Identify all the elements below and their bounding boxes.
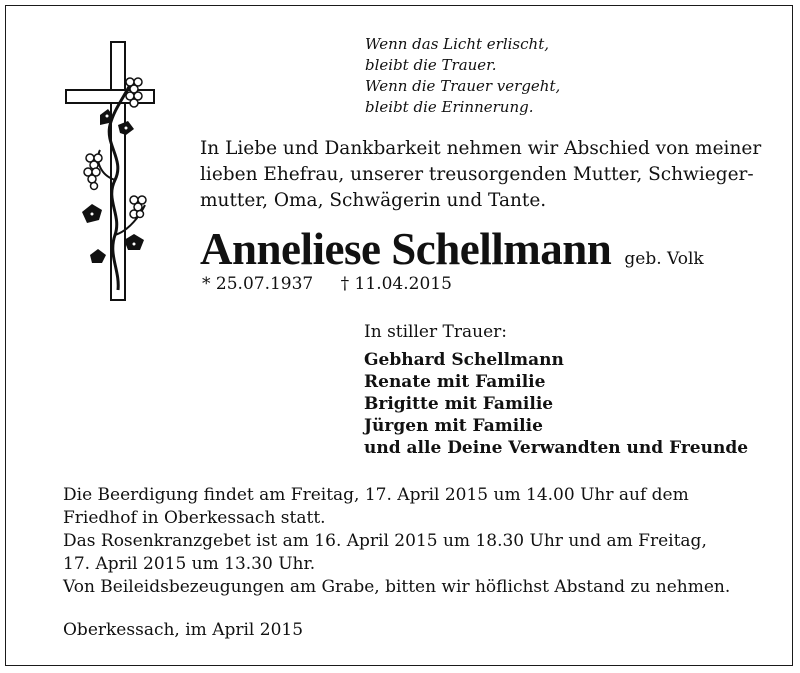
mourner-name: Renate mit Familie [364,372,546,392]
birth-date: * 25.07.1937 [202,274,314,294]
funeral-line: Friedhof in Oberkessach statt. [63,508,326,528]
mourner-name: und alle Deine Verwandten und Freunde [364,438,749,458]
poem-line: bleibt die Trauer. [365,56,497,74]
funeral-line: Die Beerdigung findet am Freitag, 17. April 2015 um 14.00 Uhr auf dem [63,485,689,505]
farewell-line: lieben Ehefrau, unserer treusorgenden Mutter, Schwieger- [200,164,754,185]
life-dates [202,274,452,294]
poem-line: bleibt die Erinnerung. [365,98,534,116]
funeral-line: Von Beileidsbezeugungen am Grabe, bitten wir höflichst Abstand zu nehmen. [63,577,731,597]
mourners-list [364,349,748,459]
place-and-date: Oberkessach, im April 2015 [63,620,304,640]
farewell-line: mutter, Oma, Schwägerin und Tante. [200,190,547,211]
cross-with-grapevine-icon [60,40,160,302]
funeral-line: Das Rosenkranzgebet ist am 16. April 2015 um 18.30 Uhr und am Freitag, [63,531,707,551]
mourner-name: Brigitte mit Familie [364,394,554,414]
mourner-name: Gebhard Schellmann [364,350,564,370]
deceased-name-row [200,223,704,275]
memorial-poem [365,34,560,118]
funeral-line: 17. April 2015 um 13.30 Uhr. [63,554,316,574]
funeral-details [63,484,730,599]
farewell-line: In Liebe und Dankbarkeit nehmen wir Abschied von meiner [200,138,762,159]
poem-line: Wenn das Licht erlischt, [365,35,549,53]
birth-name: geb. Volk [624,249,704,269]
death-date: † 11.04.2015 [340,274,452,294]
deceased-name: Anneliese Schellmann [200,224,612,274]
mourners-block [364,321,748,459]
poem-line: Wenn die Trauer vergeht, [365,77,561,95]
mourners-heading: In stiller Trauer: [364,322,507,342]
farewell-text [200,136,762,214]
mourner-name: Jürgen mit Familie [364,416,543,436]
